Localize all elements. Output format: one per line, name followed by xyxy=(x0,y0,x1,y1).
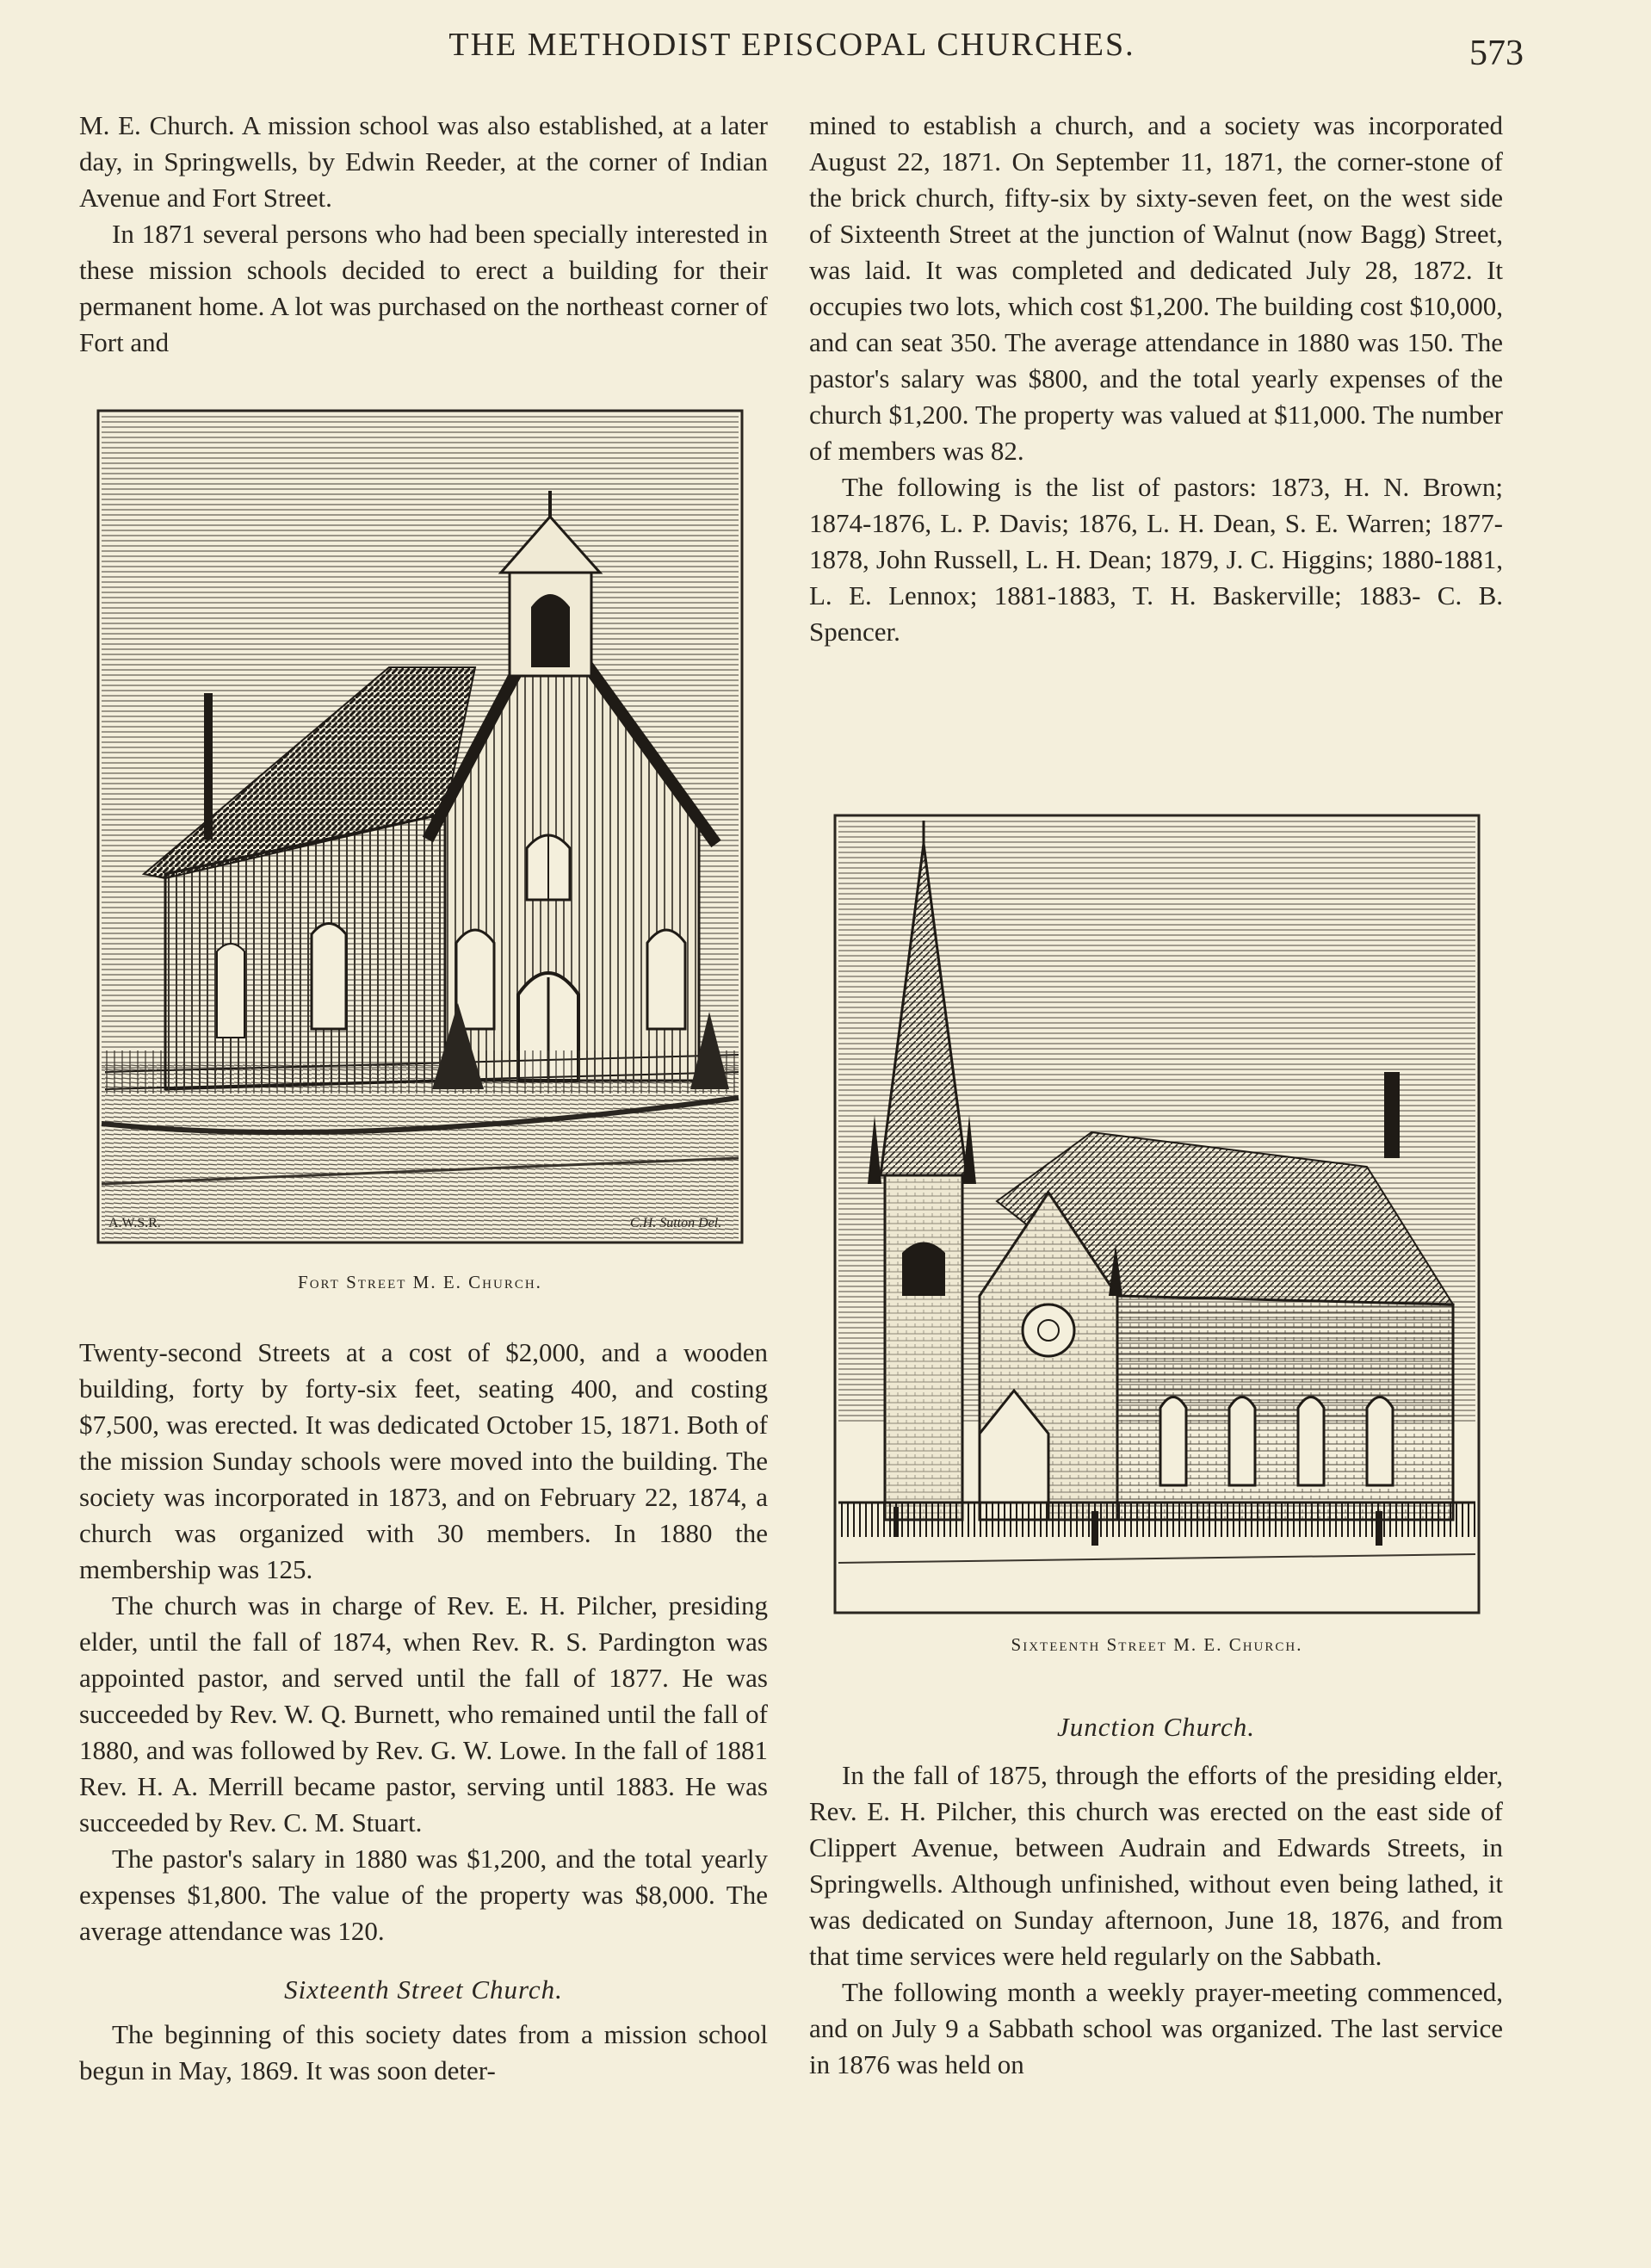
sixteenth-street-church-engraving xyxy=(833,814,1481,1614)
paragraph: The following is the list of pastors: 1873, H. N. Brown; 1874-1876, L. P. Davis; 1876, L. H. Dean, S. E. Warren; 1877-1878, John Russell, L. H. Dean; 1879, J. C. Higgins; 1880-1881, L. E. Lennox; 1881-1883, T. H. Baskerville; 1883- C. B. Spencer. xyxy=(809,472,1503,647)
paragraph: M. E. Church. A mission school was also established, at a later day, in Springwells, by Edwin Reeder, at the corner of Indian Avenue and Fort Street. xyxy=(79,110,768,213)
page-number: 573 xyxy=(1469,34,1524,73)
paragraph: The beginning of this society dates from a mission school begun in May, 1869. It was soon deter- xyxy=(79,2019,768,2085)
fort-street-church-engraving xyxy=(96,409,744,1244)
left-column-bottom-text xyxy=(79,1335,768,2089)
paragraph: The following month a weekly prayer-meeting commenced, and on July 9 a Sabbath school was organized. The last service in 1876 was held on xyxy=(809,1977,1503,2079)
figure-caption-fort-street: Fort Street M. E. Church. xyxy=(298,1272,542,1292)
engraver-signature-left: A.W.S.R. xyxy=(108,1216,161,1230)
paragraph: Twenty-second Streets at a cost of $2,000, and a wooden building, forty by forty-six feet, seating 400, and costing $7,500, was erected. It was dedicated October 15, 1871. Both of the mission Sunday schools were moved into the building. The society was incorporated in 1873, and on February 22, 1874, a church was organized with 30 members. In 1880 the membership was 125. xyxy=(79,1337,768,1584)
left-column-top-text xyxy=(79,108,768,361)
church-illustration xyxy=(96,409,744,1244)
figure-caption-sixteenth-street: Sixteenth Street M. E. Church. xyxy=(1011,1634,1303,1655)
church-illustration xyxy=(833,814,1481,1614)
paragraph: The pastor's salary in 1880 was $1,200, and the total yearly expenses $1,800. The value of the property was $8,000. The average attendance was 120. xyxy=(79,1844,768,1946)
paragraph: mined to establish a church, and a society was incorporated August 22, 1871. On September 11, 1871, the corner-stone of the brick church, fifty-six by sixty-seven feet, on the west side of Sixteenth Street at the junction of Walnut (now Bagg) Street, was laid. It was completed and dedicated July 28, 1872. It occupies two lots, which cost $1,200. The building cost $10,000, and can seat 350. The average attendance in 1880 was 150. The pastor's salary was $800, and the total yearly expenses of the church $1,200. The property was valued at $11,000. The number of members was 82. xyxy=(809,110,1503,466)
paragraph: In 1871 several persons who had been specially interested in these mission schools decided to erect a building for their permanent home. A lot was purchased on the northeast corner of Fort and xyxy=(79,219,768,357)
engraver-signature-right: C.H. Sutton Del. xyxy=(630,1216,722,1230)
right-column-top-text xyxy=(809,108,1503,650)
running-head: THE METHODIST EPISCOPAL CHURCHES. xyxy=(448,27,1135,63)
section-title: Sixteenth Street Church. xyxy=(284,1974,563,2005)
paragraph: In the fall of 1875, through the efforts of the presiding elder, Rev. E. H. Pilcher, this church was erected on the east side of Clippert Avenue, between Audrain and Edwards Streets, in Springwells. Although unfinished, without even being lathed, it was dedicated on Sunday afternoon, June 18, 1876, and from that time services were held regularly on the Sabbath. xyxy=(809,1760,1503,1971)
paragraph: The church was in charge of Rev. E. H. Pilcher, presiding elder, until the fall of 1874, when Rev. R. S. Pardington was appointed pastor, and served until the fall of 1877. He was succeeded by Rev. W. Q. Burnett, who remained until the fall of 1880, and was followed by Rev. G. W. Lowe. In the fall of 1881 Rev. H. A. Merrill became pastor, serving until 1883. He was succeeded by Rev. C. M. Stuart. xyxy=(79,1590,768,1837)
right-column-bottom-text xyxy=(809,1709,1503,2083)
section-title: Junction Church. xyxy=(1056,1712,1256,1742)
